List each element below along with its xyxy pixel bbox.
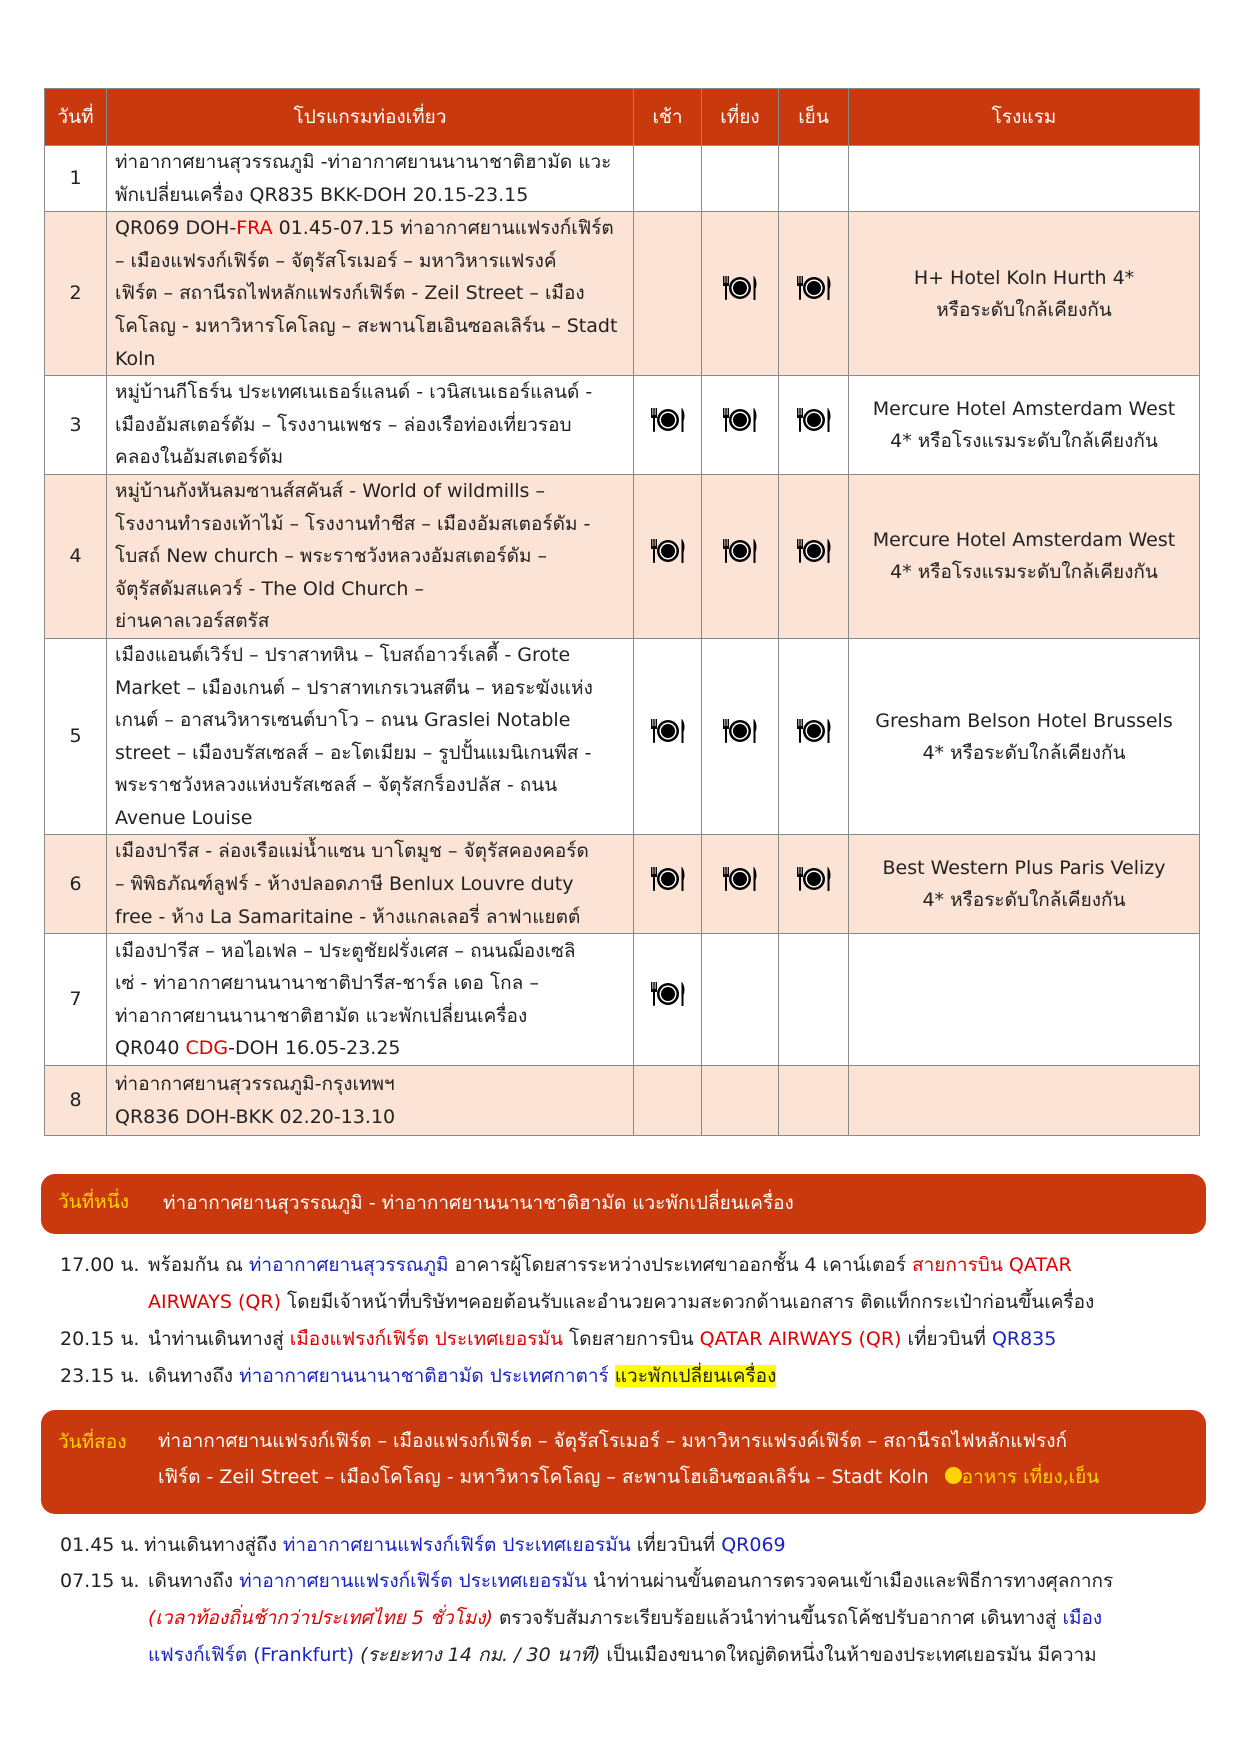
plate-fork-knife-icon bbox=[649, 980, 687, 1019]
lunch-cell bbox=[702, 376, 779, 475]
transit-highlight: แวะพักเปลี่ยนเครื่อง bbox=[614, 1365, 777, 1387]
program-cell bbox=[107, 835, 634, 934]
hotel-line: 4* หรือโรงแรมระดับใกล้เคียงกัน bbox=[890, 561, 1158, 584]
plate-fork-knife-icon bbox=[721, 717, 759, 756]
airport-code: CDG bbox=[185, 1037, 229, 1060]
header-lunch: เที่ยง bbox=[702, 89, 779, 146]
dinner-cell bbox=[779, 835, 849, 934]
entry-place: ท่าอากาศยานแฟรงก์เฟิร์ต ประเทศเยอรมัน bbox=[239, 1570, 587, 1592]
entry-place: ท่าอากาศยานนานาชาติฮามัด ประเทศกาตาร์ bbox=[239, 1365, 609, 1387]
flight-text: QR040 bbox=[115, 1037, 186, 1060]
dinner-cell bbox=[779, 1066, 849, 1136]
program-line: free - ห้าง La Samaritaine - ห้างแกลเลอรี่ ลาฟาแยตต์ bbox=[115, 905, 581, 928]
hotel-line: 4* หรือระดับใกล้เคียงกัน bbox=[922, 889, 1126, 912]
program-line: โบสถ์ New church – พระราชวังหลวงอัมสเตอร์ดัม – bbox=[115, 545, 548, 568]
meal-dot-icon bbox=[945, 1467, 962, 1484]
entry-flight: QR069 bbox=[721, 1534, 786, 1556]
hotel-line: H+ Hotel Koln Hurth 4* bbox=[913, 266, 1135, 289]
table-row bbox=[45, 212, 1200, 376]
header-dinner: เย็น bbox=[779, 89, 849, 146]
day2-title-text: เฟิร์ต - Zeil Street – เมืองโคโลญ - มหาวิหารโคโลญ – สะพานโฮเอินซอลเลิร์น – Stadt Koln bbox=[158, 1466, 929, 1488]
entry-time: 20.15 น. bbox=[60, 1328, 140, 1350]
entry-text-plain: เที่ยวบินที่ bbox=[630, 1534, 722, 1556]
day-number: 7 bbox=[45, 934, 107, 1066]
day-number: 3 bbox=[45, 376, 107, 475]
time-note: (เวลาท้องถิ่นช้ากว่าประเทศไทย 5 ชั่วโมง) bbox=[148, 1607, 493, 1629]
entry-place: ท่าอากาศยานสุวรรณภูมิ bbox=[248, 1254, 449, 1276]
plate-fork-knife-icon bbox=[649, 406, 687, 445]
plate-fork-knife-icon bbox=[721, 865, 759, 904]
breakfast-cell bbox=[634, 212, 702, 376]
plate-fork-knife-icon bbox=[795, 865, 833, 904]
program-cell bbox=[107, 934, 634, 1066]
entry-text bbox=[148, 1250, 1072, 1280]
program-line bbox=[115, 1032, 625, 1065]
entry-text-plain: ท่านเดินทางสู่ถึง bbox=[144, 1534, 283, 1556]
dinner-cell bbox=[779, 638, 849, 835]
breakfast-cell bbox=[634, 146, 702, 212]
hotel-cell bbox=[849, 638, 1200, 835]
program-cell bbox=[107, 212, 634, 376]
table-row bbox=[45, 934, 1200, 1066]
day-number: 5 bbox=[45, 638, 107, 835]
day2-banner bbox=[41, 1410, 1206, 1514]
header-breakfast: เช้า bbox=[634, 89, 702, 146]
distance-note: (ระยะทาง 14 กม. / 30 นาที) bbox=[354, 1644, 601, 1666]
dinner-cell bbox=[779, 934, 849, 1066]
day-number: 2 bbox=[45, 212, 107, 376]
program-line: โรงงานทำรองเท้าไม้ – โรงงานทำชีส – เมืองอัมสเตอร์ดัม - bbox=[115, 512, 591, 535]
plate-fork-knife-icon bbox=[649, 865, 687, 904]
dinner-cell bbox=[779, 146, 849, 212]
breakfast-cell bbox=[634, 1066, 702, 1136]
flight-text: 01.45-07.15 ท่าอากาศยานแฟรงก์เฟิร์ต bbox=[272, 217, 614, 240]
lunch-cell bbox=[702, 835, 779, 934]
program-line: โคโลญ - มหาวิหารโคโลญ – สะพานโฮเอินซอลเลิร์น – Stadt bbox=[115, 314, 618, 337]
entry-time: 23.15 น. bbox=[60, 1365, 140, 1387]
dinner-cell bbox=[779, 376, 849, 475]
program-cell bbox=[107, 1066, 634, 1136]
table-row bbox=[45, 835, 1200, 934]
program-cell bbox=[107, 146, 634, 212]
program-line: QR836 DOH-BKK 02.20-13.10 bbox=[115, 1105, 396, 1128]
program-line: จัตุรัสดัมสแควร์ - The Old Church – bbox=[115, 577, 424, 600]
program-line: เซ่ - ท่าอากาศยานนานาชาติปารีส-ชาร์ล เดอ โกล – bbox=[115, 972, 539, 995]
entry-time: 01.45 น. bbox=[60, 1534, 140, 1556]
program-line: Koln bbox=[115, 347, 156, 370]
dinner-cell bbox=[779, 474, 849, 638]
entry-text-plain: นำท่านผ่านขั้นตอนการตรวจคนเข้าเมืองและพิธีการทางศุลกากร bbox=[586, 1570, 1114, 1592]
program-line: ท่าอากาศยานสุวรรณภูมิ-กรุงเทพฯ bbox=[115, 1073, 395, 1096]
entry-text bbox=[148, 1640, 1097, 1670]
entry-place: ท่าอากาศยานแฟรงก์เฟิร์ต ประเทศเยอรมัน bbox=[282, 1534, 631, 1556]
program-line: street – เมืองบรัสเซลส์ – อะโตเมียม – รูปปั้นแมนิเกนพีส - bbox=[115, 741, 592, 764]
entry-text bbox=[148, 1324, 1056, 1354]
hotel-cell bbox=[849, 835, 1200, 934]
table-row bbox=[45, 146, 1200, 212]
plate-fork-knife-icon bbox=[721, 537, 759, 576]
header-program: โปรแกรมท่องเที่ยว bbox=[107, 89, 634, 146]
entry-city: เมือง bbox=[1062, 1607, 1103, 1629]
program-line: เฟิร์ต – สถานีรถไฟหลักแฟรงก์เฟิร์ต - Zeil Street – เมือง bbox=[115, 282, 585, 305]
entry-text-plain: เที่ยวบินที่ bbox=[901, 1328, 992, 1350]
program-line: คลองในอัมสเตอร์ดัม bbox=[115, 446, 284, 469]
program-line: – เมืองแฟรงก์เฟิร์ต – จัตุรัสโรเมอร์ – มหาวิหารแฟรงค์ bbox=[115, 249, 557, 272]
airport-code: FRA bbox=[236, 217, 273, 240]
program-line: พระราชวังหลวงแห่งบรัสเซลส์ – จัตุรัสกร็องปลัส - ถนน bbox=[115, 774, 558, 797]
plate-fork-knife-icon bbox=[795, 717, 833, 756]
day1-banner bbox=[41, 1174, 1206, 1234]
table-row bbox=[45, 1066, 1200, 1136]
hotel-cell bbox=[849, 146, 1200, 212]
hotel-cell bbox=[849, 376, 1200, 475]
flight-text: -DOH 16.05-23.25 bbox=[228, 1037, 401, 1060]
entry-flight: QR835 bbox=[991, 1328, 1057, 1350]
entry-text-plain: โดยมีเจ้าหน้าที่บริษัทฯคอยต้อนรับและอำนวยความสะดวกด้านเอกสาร ติดแท็กกระเป๋าก่อนขึ้นเครื่อง bbox=[281, 1291, 1095, 1313]
day2-meal-note: อาหาร เที่ยง,เย็น bbox=[961, 1466, 1100, 1488]
breakfast-cell bbox=[634, 934, 702, 1066]
program-line: ย่านคาลเวอร์สตรัส bbox=[115, 610, 270, 633]
hotel-line: หรือระดับใกล้เคียงกัน bbox=[936, 298, 1112, 321]
hotel-line: 4* หรือระดับใกล้เคียงกัน bbox=[922, 741, 1126, 764]
program-line: – พิพิธภัณฑ์ลูฟร์ - ห้างปลอดภาษี Benlux Louvre duty bbox=[115, 873, 574, 896]
program-line bbox=[115, 212, 625, 245]
lunch-cell bbox=[702, 1066, 779, 1136]
table-row bbox=[45, 638, 1200, 835]
entry-time: 17.00 น. bbox=[60, 1254, 140, 1276]
program-cell bbox=[107, 376, 634, 475]
entry-airline: AIRWAYS (QR) bbox=[148, 1291, 281, 1313]
entry-city: แฟรงก์เฟิร์ต (Frankfurt) bbox=[148, 1644, 355, 1666]
day-number: 6 bbox=[45, 835, 107, 934]
plate-fork-knife-icon bbox=[795, 274, 833, 313]
entry-text-plain: พร้อมกัน ณ bbox=[148, 1254, 249, 1276]
breakfast-cell bbox=[634, 835, 702, 934]
lunch-cell bbox=[702, 638, 779, 835]
program-line: เกนต์ – อาสนวิหารเซนต์บาโว – ถนน Graslei Notable bbox=[115, 709, 571, 732]
entry-airline: สายการบิน QATAR bbox=[912, 1254, 1072, 1276]
entry-destination: เมืองแฟรงก์เฟิร์ต ประเทศเยอรมัน bbox=[289, 1328, 564, 1350]
entry-text bbox=[148, 1287, 1094, 1317]
day2-label: วันที่สอง bbox=[58, 1431, 127, 1453]
flight-text: QR069 DOH- bbox=[115, 217, 237, 240]
plate-fork-knife-icon bbox=[649, 537, 687, 576]
program-line: หมู่บ้านกีโธร์น ประเทศเนเธอร์แลนด์ - เวนิสเนเธอร์แลนด์ - bbox=[115, 381, 593, 404]
hotel-line: Mercure Hotel Amsterdam West bbox=[872, 529, 1176, 552]
hotel-line: Best Western Plus Paris Velizy bbox=[882, 857, 1166, 880]
program-line: ท่าอากาศยานสุวรรณภูมิ -ท่าอากาศยานนานาชาติฮามัด แวะ bbox=[115, 151, 612, 173]
program-line: เมืองปารีส - ล่องเรือแม่น้ำแซน บาโตมูช – จัตุรัสคองคอร์ด bbox=[115, 840, 589, 863]
program-line: หมู่บ้านกังหันลมซานส์สคันส์ - World of wildmills – bbox=[115, 479, 545, 502]
program-line: Market – เมืองเกนต์ – ปราสาทเกรเวนสตีน – หอระฆังแห่ง bbox=[115, 676, 593, 699]
plate-fork-knife-icon bbox=[795, 537, 833, 576]
header-day: วันที่ bbox=[45, 89, 107, 146]
program-cell bbox=[107, 638, 634, 835]
program-line: พักเปลี่ยนเครื่อง QR835 BKK-DOH 20.15-23.15 bbox=[115, 183, 529, 206]
entry-text-plain: เป็นเมืองขนาดใหญ่ติดหนึ่งในห้าของประเทศเยอรมัน มีความ bbox=[600, 1644, 1097, 1666]
hotel-line: 4* หรือโรงแรมระดับใกล้เคียงกัน bbox=[890, 430, 1158, 453]
table-row bbox=[45, 376, 1200, 475]
entry-text bbox=[144, 1530, 786, 1560]
breakfast-cell bbox=[634, 376, 702, 475]
day2-title-line-2 bbox=[158, 1460, 1099, 1495]
entry-text-plain: นำท่านเดินทางสู่ bbox=[148, 1328, 290, 1350]
itinerary-table bbox=[44, 88, 1200, 1136]
lunch-cell bbox=[702, 146, 779, 212]
program-line: Avenue Louise bbox=[115, 806, 253, 829]
day-number: 8 bbox=[45, 1066, 107, 1136]
program-cell bbox=[107, 474, 634, 638]
entry-text bbox=[148, 1603, 1102, 1633]
dinner-cell bbox=[779, 212, 849, 376]
header-hotel: โรงแรม bbox=[849, 89, 1200, 146]
plate-fork-knife-icon bbox=[649, 717, 687, 756]
entry-text-plain: อาคารผู้โดยสารระหว่างประเทศขาออกชั้น 4 เคาน์เตอร์ bbox=[448, 1254, 912, 1276]
hotel-cell bbox=[849, 1066, 1200, 1136]
day-number: 1 bbox=[45, 146, 107, 212]
entry-text bbox=[148, 1361, 776, 1391]
breakfast-cell bbox=[634, 638, 702, 835]
program-line: เมืองอัมสเตอร์ดัม – โรงงานเพชร – ล่องเรือท่องเที่ยวรอบ bbox=[115, 413, 572, 436]
entry-text-plain: เดินทางถึง bbox=[148, 1570, 240, 1592]
entry-text-plain: ตรวจรับสัมภาระเรียบร้อยแล้วนำท่านขึ้นรถโค้ชปรับอากาศ เดินทางสู่ bbox=[492, 1607, 1063, 1629]
entry-time: 07.15 น. bbox=[60, 1570, 140, 1592]
program-line: เมืองแอนต์เวิร์ป – ปราสาทหิน – โบสถ์อาวร์เลดี้ - Grote bbox=[115, 643, 571, 666]
day1-title: ท่าอากาศยานสุวรรณภูมิ - ท่าอากาศยานนานาชาติฮามัด แวะพักเปลี่ยนเครื่อง bbox=[163, 1192, 794, 1214]
plate-fork-knife-icon bbox=[795, 406, 833, 445]
table-header-row bbox=[45, 89, 1200, 146]
plate-fork-knife-icon bbox=[721, 274, 759, 313]
day-number: 4 bbox=[45, 474, 107, 638]
lunch-cell bbox=[702, 212, 779, 376]
hotel-line: Mercure Hotel Amsterdam West bbox=[872, 398, 1176, 421]
entry-text bbox=[148, 1566, 1113, 1596]
day1-label: วันที่หนึ่ง bbox=[58, 1191, 129, 1213]
lunch-cell bbox=[702, 474, 779, 638]
hotel-line: Gresham Belson Hotel Brussels bbox=[875, 709, 1173, 732]
breakfast-cell bbox=[634, 474, 702, 638]
table-row bbox=[45, 474, 1200, 638]
hotel-cell bbox=[849, 934, 1200, 1066]
program-line: ท่าอากาศยานนานาชาติฮามัด แวะพักเปลี่ยนเครื่อง bbox=[115, 1004, 528, 1027]
entry-airline: QATAR AIRWAYS (QR) bbox=[699, 1328, 902, 1350]
entry-text-plain bbox=[609, 1365, 615, 1387]
hotel-cell bbox=[849, 474, 1200, 638]
entry-text-plain: เดินทางถึง bbox=[148, 1365, 240, 1387]
lunch-cell bbox=[702, 934, 779, 1066]
day2-title-line-1: ท่าอากาศยานแฟรงก์เฟิร์ต – เมืองแฟรงก์เฟิร์ต – จัตุรัสโรเมอร์ – มหาวิหารแฟรงค์เฟิร์ต – สถานีรถไฟหลักแฟรงก์ bbox=[158, 1430, 1067, 1452]
plate-fork-knife-icon bbox=[721, 406, 759, 445]
program-line: เมืองปารีส – หอไอเฟล – ประตูชัยฝรั่งเศส – ถนนฌ็องเซลิ bbox=[115, 939, 576, 962]
entry-text-plain: โดยสายการบิน bbox=[563, 1328, 700, 1350]
hotel-cell bbox=[849, 212, 1200, 376]
